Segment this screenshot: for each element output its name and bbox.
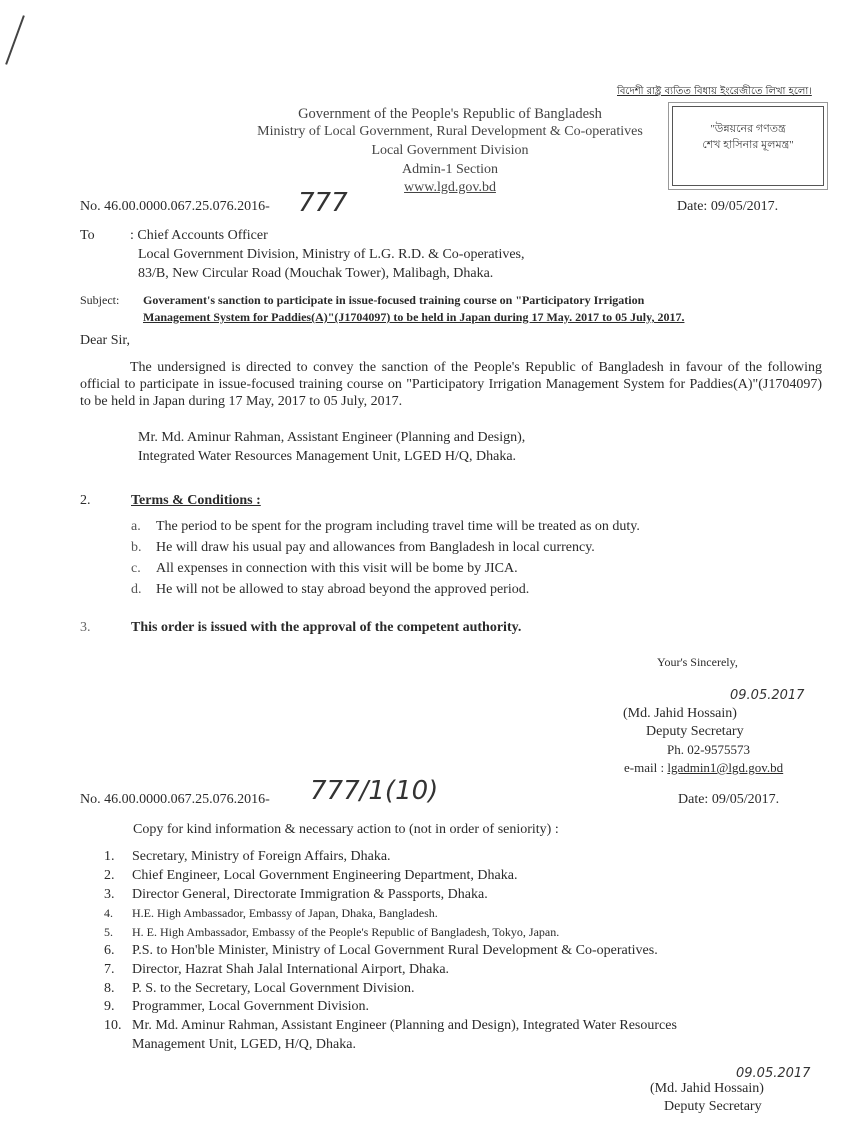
header-division: Local Government Division xyxy=(371,143,529,158)
signer-name-2: (Md. Jahid Hossain) xyxy=(650,1081,764,1096)
header-government: Government of the People's Republic of Bangladesh xyxy=(298,106,602,122)
list-text: P. S. to the Secretary, Local Government Division. xyxy=(132,980,415,996)
list-item xyxy=(104,923,677,942)
header-section: Admin-1 Section xyxy=(401,162,499,177)
reference-date-2: Date: 09/05/2017. xyxy=(678,792,780,807)
list-number: 10. xyxy=(104,1018,122,1034)
subject-label: Subject: xyxy=(80,293,120,307)
to-label: To xyxy=(80,228,95,243)
clause-3-number: 3. xyxy=(80,620,91,635)
list-text: Mr. Md. Aminur Rahman, Assistant Engineer (Planning and Design), Integrated Water Resources xyxy=(132,1018,677,1034)
subject-line-1: Goverament's sanction to participate in issue-focused training course on "Participatory Irrigation xyxy=(143,293,645,307)
list-text: P.S. to Hon'ble Minister, Ministry of Local Government Rural Development & Co-operatives. xyxy=(132,942,658,958)
header-ministry: Ministry of Local Government, Rural Development & Co-operatives xyxy=(257,124,643,139)
header-website-link[interactable]: www.lgd.gov.bd xyxy=(404,180,496,195)
list-number: 7. xyxy=(104,961,115,977)
copy-intro: Copy for kind information & necessary action to (not in order of seniority) : xyxy=(133,822,559,837)
term-mark: a. xyxy=(131,519,141,534)
list-text: H. E. High Ambassador, Embassy of the People's Republic of Bangladesh, Tokyo, Japan. xyxy=(132,925,560,940)
handwritten-reference: 777 xyxy=(298,188,348,218)
reference-number: No. 46.00.0000.067.25.076.2016- xyxy=(80,199,270,214)
slogan-line-1: "উন্নয়নের গণতন্ত্র xyxy=(710,123,786,135)
terms-list xyxy=(131,516,640,600)
signer-email-link[interactable]: lgadmin1@lgd.gov.bd xyxy=(667,760,784,775)
list-item xyxy=(104,904,677,923)
list-item xyxy=(131,579,640,600)
terms-heading: Terms & Conditions : xyxy=(131,493,261,508)
official-line-1: Mr. Md. Aminur Rahman, Assistant Engineer (Planning and Design), xyxy=(138,430,526,445)
list-item xyxy=(104,980,677,999)
term-text: He will not be allowed to stay abroad beyond the approved period. xyxy=(156,582,530,597)
language-note: বিদেশী রাষ্ট্র ব্যতিত বিধায় ইংরেজীতে লিখা হলো। xyxy=(617,86,812,97)
reference-number-2: No. 46.00.0000.067.25.076.2016- xyxy=(80,792,270,807)
list-item xyxy=(104,961,677,980)
list-text: Secretary, Ministry of Foreign Affairs, Dhaka. xyxy=(132,849,391,864)
signer-title: Deputy Secretary xyxy=(646,724,744,739)
list-text: Chief Engineer, Local Government Engineering Department, Dhaka. xyxy=(132,867,518,883)
term-text: He will draw his usual pay and allowances from Bangladesh in local currency. xyxy=(156,540,595,555)
list-text-continued: Management Unit, LGED, H/Q, Dhaka. xyxy=(132,1036,356,1052)
signature-2-handwritten-date: 09.05.2017 xyxy=(736,1066,811,1081)
list-item xyxy=(104,942,677,961)
list-text: Programmer, Local Government Division. xyxy=(132,999,369,1015)
signer-phone: Ph. 02-9575573 xyxy=(667,742,751,757)
body-paragraph: The undersigned is directed to convey the sanction of the People's Republic of Bangladesh in favour of the following official to participate in issue-focused training course on "Participatory Irrigation Management System for Paddies(A)"(J1704097) to be held in Japan during 17 May, 2017 to 05 July, 2017. xyxy=(80,360,822,409)
term-mark: b. xyxy=(131,540,142,555)
list-item xyxy=(131,558,640,579)
reference-date: Date: 09/05/2017. xyxy=(677,199,779,214)
signature-1-handwritten-date: 09.05.2017 xyxy=(730,688,805,703)
list-number: 4. xyxy=(104,906,113,921)
list-item xyxy=(131,537,640,558)
list-text: H.E. High Ambassador, Embassy of Japan, Dhaka, Bangladesh. xyxy=(132,906,438,921)
list-number: 2. xyxy=(104,867,115,883)
salutation: Dear Sir, xyxy=(80,333,130,348)
clause-3-text: This order is issued with the approval of the competent authority. xyxy=(131,620,522,635)
term-text: The period to be spent for the program including travel time will be treated as on duty. xyxy=(156,519,640,534)
list-text: Director General, Directorate Immigration & Passports, Dhaka. xyxy=(132,886,488,902)
slogan-box xyxy=(672,106,824,186)
list-text: Director, Hazrat Shah Jalal International Airport, Dhaka. xyxy=(132,961,450,977)
pen-stroke-mark xyxy=(5,15,25,65)
recipient-line-1: : Chief Accounts Officer xyxy=(130,228,268,243)
list-item xyxy=(104,867,677,886)
list-item xyxy=(104,1017,677,1055)
closing: Your's Sincerely, xyxy=(657,655,738,669)
recipient-line-3: 83/B, New Circular Road (Mouchak Tower), Malibagh, Dhaka. xyxy=(138,266,494,281)
subject-line-2: Management System for Paddies(A)"(J1704097) to be held in Japan during 17 May. 2017 to 05 July, 2017. xyxy=(143,310,685,324)
term-mark: c. xyxy=(131,561,141,576)
signer-name: (Md. Jahid Hossain) xyxy=(623,706,737,721)
list-number: 6. xyxy=(104,942,115,958)
recipient-line-2: Local Government Division, Ministry of L.G. R.D. & Co-operatives, xyxy=(138,247,525,262)
slogan-line-2: শেখ হাসিনার মূলমন্ত্র" xyxy=(702,139,794,151)
official-line-2: Integrated Water Resources Management Unit, LGED H/Q, Dhaka. xyxy=(138,449,517,464)
signer-title-2: Deputy Secretary xyxy=(664,1099,762,1114)
list-number: 8. xyxy=(104,980,115,996)
list-number: 9. xyxy=(104,999,115,1015)
list-item xyxy=(104,848,677,867)
copy-distribution-list xyxy=(104,848,677,1055)
term-mark: d. xyxy=(131,582,142,597)
terms-number: 2. xyxy=(80,493,91,508)
email-label: e-mail : xyxy=(624,760,665,775)
list-number: 3. xyxy=(104,886,115,902)
handwritten-reference-2: 777/1(10) xyxy=(310,776,439,806)
list-number: 5. xyxy=(104,925,113,940)
list-item xyxy=(104,886,677,905)
list-number: 1. xyxy=(104,849,115,864)
list-item xyxy=(104,998,677,1017)
list-item xyxy=(131,516,640,537)
term-text: All expenses in connection with this visit will be bome by JICA. xyxy=(156,561,518,576)
